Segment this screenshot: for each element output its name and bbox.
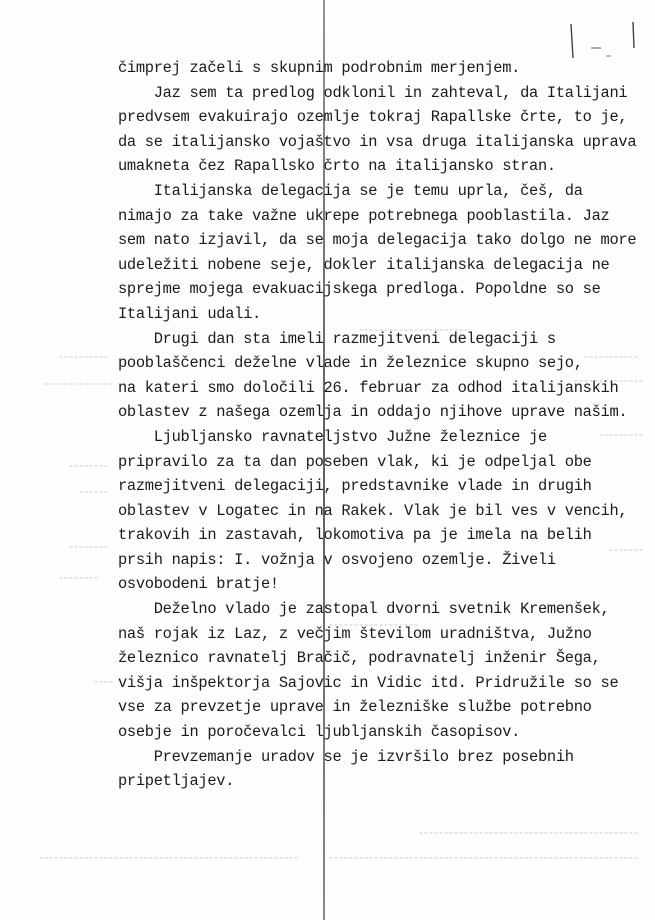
- text-line: pooblaščenci deželne vlade in železnice skupno sejo,: [118, 354, 583, 373]
- text-line: naš rojak iz Laz, z večjim številom uradništva, Južno: [118, 624, 592, 643]
- text-line: sem nato izjavil, da se moja delegacija tako dolgo ne more: [118, 231, 637, 250]
- text-line: železnico ravnatelj Bračič, podravnatelj inženir Šega,: [118, 649, 601, 668]
- text-line: Drugi dan sta imeli razmejitveni delegaciji s: [118, 329, 556, 348]
- text-line: predvsem evakuirajo ozemlje tokraj Rapallske črte, to je,: [118, 108, 628, 127]
- text-line: oblastev z našega ozemlja in oddajo njihove uprave našim.: [118, 403, 628, 422]
- text-line: sprejme mojega evakuacijskega predloga. Popoldne so se: [118, 280, 601, 299]
- text-line: razmejitveni delegaciji, predstavnike vlade in drugih: [118, 477, 592, 496]
- text-line: Italijanska delegacija se je temu uprla, češ, da: [118, 181, 583, 200]
- text-line: pripravilo za ta dan poseben vlak, ki je odpeljal obe: [118, 452, 592, 471]
- text-line: vse za prevzetje uprave in železniške službe potrebno: [118, 698, 592, 717]
- text-line: nimajo za take važne ukrepe potrebnega pooblastila. Jaz: [118, 206, 610, 225]
- text-line: Ljubljansko ravnateljstvo Južne železnice je: [118, 427, 547, 446]
- text-line: oblastev v Logatec in na Rakek. Vlak je bil ves v vencih,: [118, 501, 628, 520]
- text-line: udeležiti nobene seje, dokler italijanska delegacija ne: [118, 255, 610, 274]
- text-line: višja inšpektorja Sajovic in Vidic itd. Pridružile so se: [118, 673, 619, 692]
- text-line: umakneta čez Rapallsko črto na italijansko stran.: [118, 157, 556, 176]
- typed-text-body: [118, 56, 638, 794]
- text-line: Jaz sem ta predlog odklonil in zahteval, da Italijani: [118, 83, 628, 102]
- text-line: osebje in poročevalci ljubljanskih časopisov.: [118, 723, 521, 742]
- text-line: osvobodeni bratje!: [118, 575, 279, 594]
- text-line: prsih napis: I. vožnja v osvojeno ozemlje. Živeli: [118, 550, 556, 569]
- text-line: Italijani udali.: [118, 304, 261, 323]
- text-line: Prevzemanje uradov se je izvršilo brez posebnih: [118, 747, 574, 766]
- text-line: trakovih in zastavah, lokomotiva pa je imela na belih: [118, 526, 592, 545]
- text-line: čimprej začeli s skupnim podrobnim merjenjem.: [118, 59, 521, 77]
- text-line: da se italijansko vojaštvo in vsa druga italijanska uprava: [118, 132, 637, 151]
- text-line: na kateri smo določili 26. februar za odhod italijanskih: [118, 378, 619, 397]
- text-line: pripetljajev.: [118, 772, 235, 791]
- text-line: Deželno vlado je zastopal dvorni svetnik Kremenšek,: [118, 600, 610, 619]
